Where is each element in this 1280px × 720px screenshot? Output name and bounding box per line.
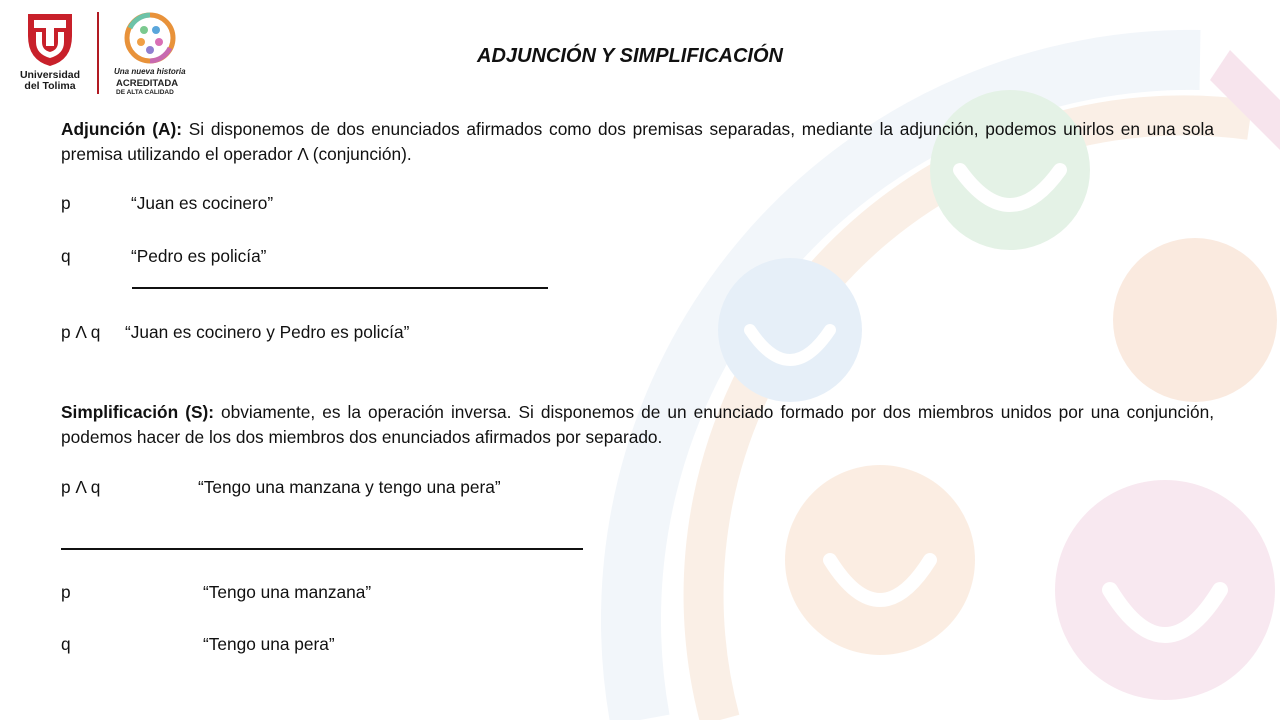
university-name-line2: del Tolima xyxy=(24,80,76,92)
simplificacion-paragraph xyxy=(61,400,1214,450)
adjuncion-premise1-symbol: p xyxy=(61,193,71,213)
simplificacion-divider xyxy=(61,548,583,550)
adjuncion-premise1-text: “Juan es cocinero” xyxy=(131,193,274,213)
adjuncion-premise2-text: “Pedro es policía” xyxy=(131,246,267,266)
simplificacion-conclusion1-symbol: p xyxy=(61,582,71,602)
university-name-line1: Universidad xyxy=(19,69,81,81)
adjuncion-term: Adjunción (A): xyxy=(61,119,182,139)
adjuncion-divider xyxy=(132,287,548,289)
simplificacion-conclusion1-text: “Tengo una manzana” xyxy=(203,582,372,602)
simplificacion-text: obviamente, es la operación inversa. Si disponemos de un enunciado formado por dos miembros unidos por una conjunción, podemos hacer de los dos miembros dos enunciados afirmados por separado. xyxy=(61,402,1215,447)
adjuncion-premise2-symbol: q xyxy=(61,246,71,266)
simplificacion-term: Simplificación (S): xyxy=(61,402,214,422)
simplificacion-premise-text: “Tengo una manzana y tengo una pera” xyxy=(198,477,501,497)
adjuncion-paragraph xyxy=(61,117,1214,167)
adjuncion-conclusion-symbol: p Λ q xyxy=(61,322,101,342)
simplificacion-premise-symbol: p Λ q xyxy=(61,477,101,497)
page-title: ADJUNCIÓN Y SIMPLIFICACIÓN xyxy=(477,45,783,67)
adjuncion-text: Si disponemos de dos enunciados afirmados como dos premisas separadas, mediante la adjunción, podemos unirlos en una sola premisa utilizando el operador Λ (conjunción). xyxy=(61,119,1214,164)
adjuncion-conclusion-text: “Juan es cocinero y Pedro es policía” xyxy=(125,322,410,342)
simplificacion-conclusion2-symbol: q xyxy=(61,634,71,654)
accreditation-label: ACREDITADA xyxy=(116,78,179,89)
simplificacion-conclusion2-text: “Tengo una pera” xyxy=(203,634,335,654)
accreditation-quality: DE ALTA CALIDAD xyxy=(116,89,174,96)
accreditation-slogan: Una nueva historia xyxy=(114,67,186,76)
